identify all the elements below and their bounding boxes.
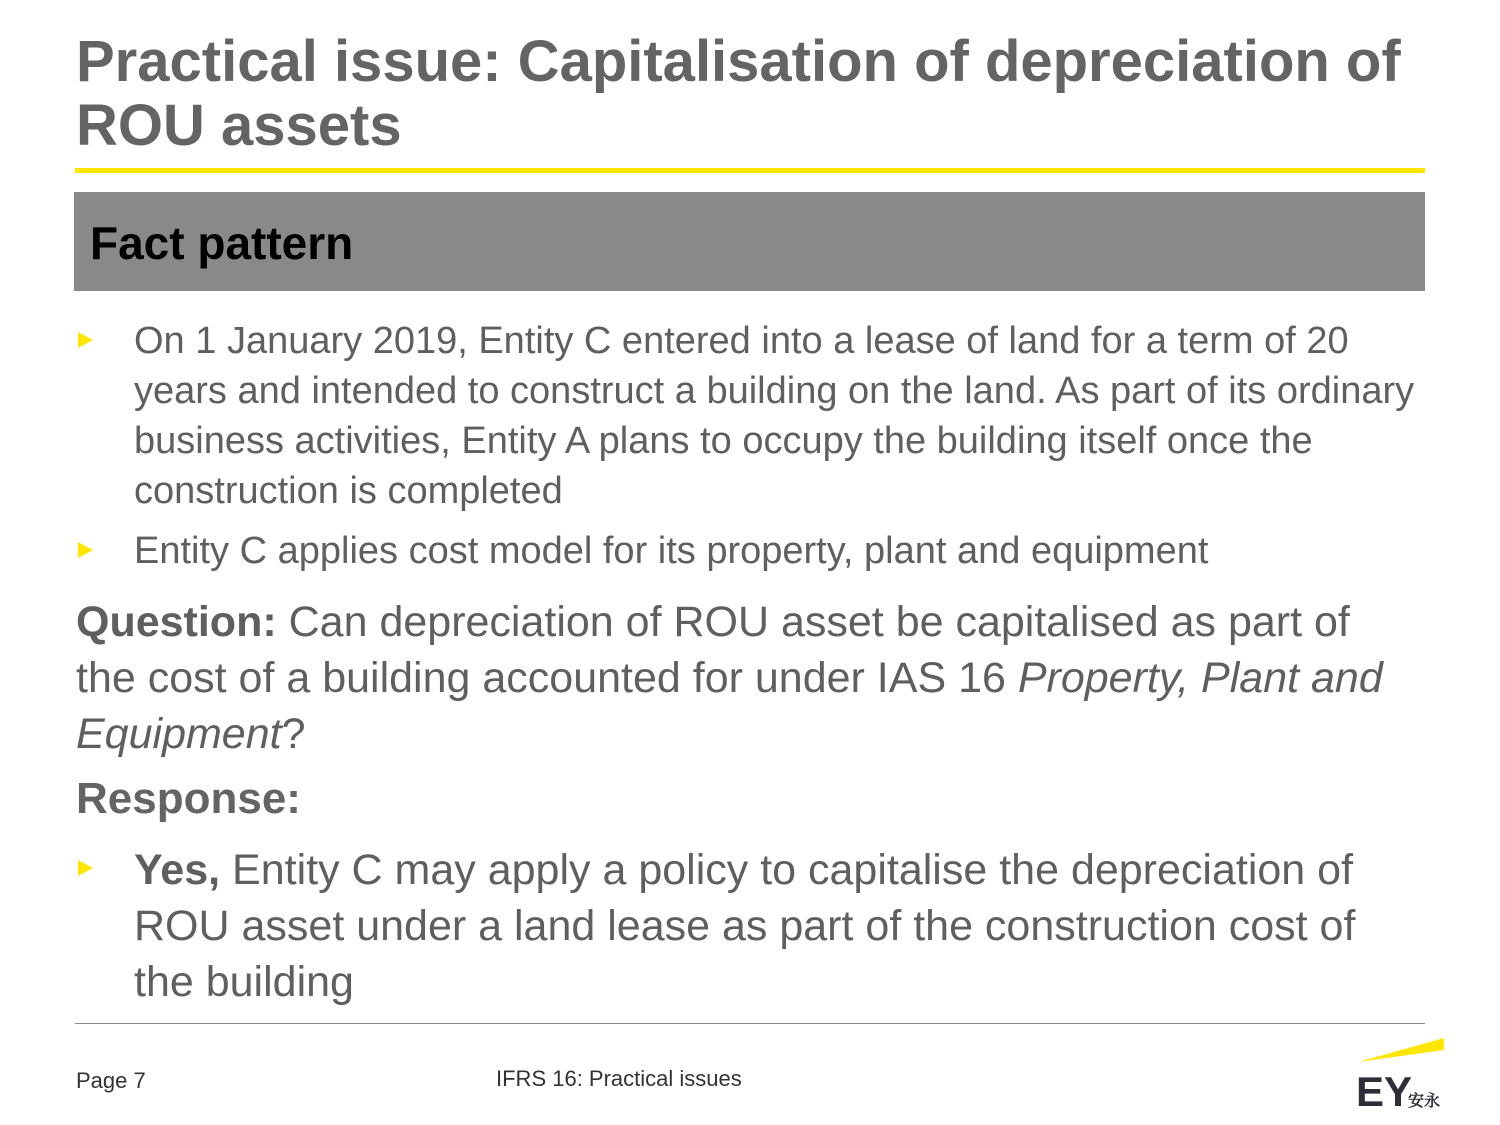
footer-divider	[75, 1023, 1425, 1024]
bullet-arrow-icon	[78, 542, 93, 558]
question-standard-name: Property, Plant and Equipment	[76, 654, 1383, 758]
response-item	[76, 842, 1416, 1010]
bullet-arrow-icon	[78, 860, 93, 876]
response-label: Response:	[76, 774, 301, 823]
section-heading: Fact pattern	[90, 217, 354, 269]
logo-letters: EY	[1356, 1068, 1413, 1110]
fact-item	[76, 316, 1416, 516]
fact-text: Entity C applies cost model for its property, plant and equipment	[134, 530, 1209, 572]
slide-title: Practical issue: Capitalisation of depreciation of ROU assets	[76, 29, 1401, 158]
question-end: ?	[281, 710, 306, 758]
response-bold: Yes,	[134, 846, 221, 894]
logo-chinese: 安永	[1408, 1091, 1441, 1110]
question-block	[76, 594, 1416, 762]
response-text: Entity C may apply a policy to capitalise the depreciation of ROU asset under a land lease as part of the construction cost of the building	[134, 846, 1356, 1006]
fact-text: On 1 January 2019, Entity C entered into a lease of land for a term of 20 years and intended to construct a building on the land. As part of its ordinary business activities, Entity A plans to occupy the building itself once the construction is completed	[134, 320, 1415, 512]
response-list	[76, 842, 1416, 1010]
section-band	[74, 192, 1425, 291]
page-number: Page 7	[76, 1068, 146, 1093]
fact-list	[76, 316, 1416, 576]
bullet-arrow-icon	[78, 332, 93, 348]
ey-logo-icon	[1356, 1036, 1446, 1110]
footer-title: IFRS 16: Practical issues	[496, 1066, 742, 1091]
question-label: Question:	[76, 598, 277, 646]
question-text: Can depreciation of ROU asset be capitalised as part of the cost of a building accounted for under IAS 16	[76, 598, 1350, 702]
title-underline	[75, 168, 1425, 173]
fact-item	[76, 526, 1416, 576]
